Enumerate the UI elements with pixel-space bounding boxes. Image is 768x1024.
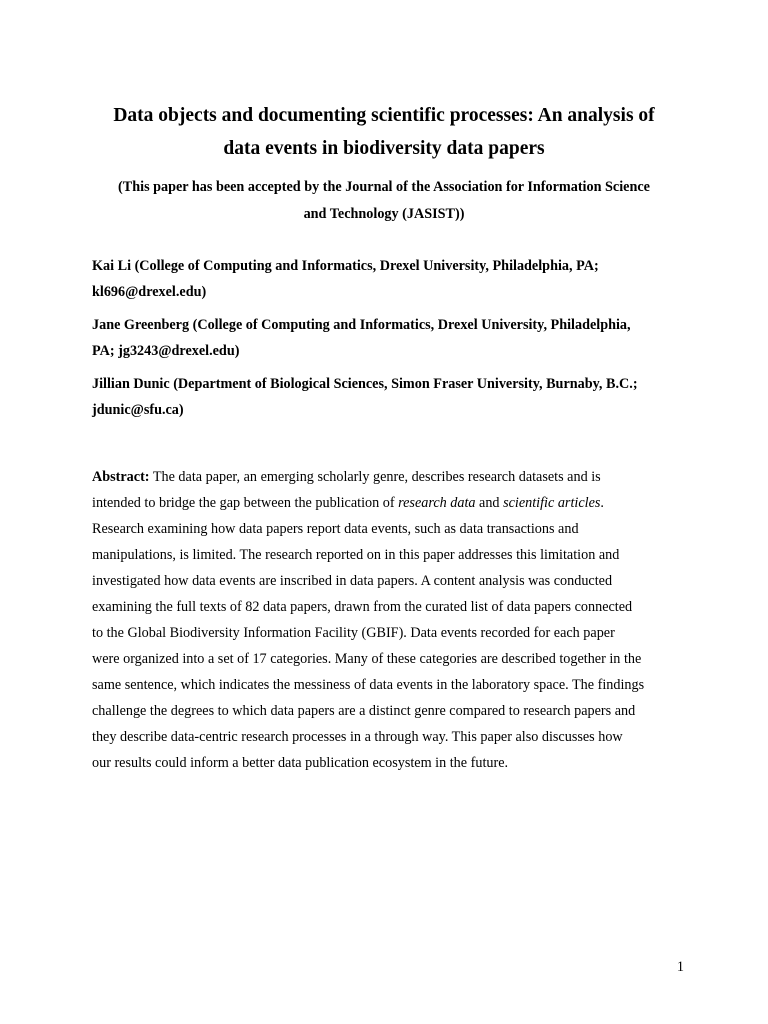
author-line: Jillian Dunic (Department of Biological Sciences, Simon Fraser University, Burnaby, B.C.; (92, 376, 638, 392)
title-line: Data objects and documenting scientific processes: An analysis of (113, 105, 655, 126)
abstract-text: The data paper, an emerging scholarly genre, describes research datasets and is (149, 469, 601, 485)
author-line: Jane Greenberg (College of Computing and Informatics, Drexel University, Philadelphia, (92, 317, 631, 333)
author-line: PA; jg3243@drexel.edu) (92, 343, 240, 359)
abstract-line: manipulations, is limited. The research reported on in this paper addresses this limitation and (92, 547, 620, 563)
abstract-line (92, 490, 690, 516)
abstract-line (92, 464, 690, 490)
abstract-line: they describe data-centric research processes in a through way. This paper also discusses how (92, 729, 623, 745)
abstract-text: and (475, 495, 504, 511)
author-line: jdunic@sfu.ca) (92, 402, 184, 418)
abstract (92, 464, 690, 776)
abstract-label: Abstract: (92, 469, 150, 485)
author-line: Kai Li (College of Computing and Informatics, Drexel University, Philadelphia, PA; (92, 258, 599, 274)
abstract-line: investigated how data events are inscribed in data papers. A content analysis was conducted (92, 573, 613, 589)
abstract-line: examining the full texts of 82 data papers, drawn from the curated list of data papers connected (92, 599, 633, 615)
abstract-line: were organized into a set of 17 categories. Many of these categories are described together in the (92, 651, 642, 667)
abstract-emphasis: scientific articles (503, 495, 601, 511)
note-line: and Technology (JASIST)) (303, 206, 465, 222)
note-line: (This paper has been accepted by the Journal of the Association for Information Science (118, 179, 650, 195)
author-kai-li (92, 253, 692, 305)
title-line: data events in biodiversity data papers (223, 138, 545, 159)
abstract-text: . (600, 495, 604, 511)
acceptance-note (80, 174, 688, 228)
abstract-line: challenge the degrees to which data papers are a distinct genre compared to research papers and (92, 703, 636, 719)
page-number: 1 (676, 959, 684, 975)
abstract-emphasis: research data (398, 495, 476, 511)
abstract-line: Research examining how data papers report data events, such as data transactions and (92, 521, 579, 537)
author-line: kl696@drexel.edu) (92, 284, 207, 300)
author-jillian-dunic (92, 371, 692, 423)
abstract-text: intended to bridge the gap between the publication of (92, 495, 399, 511)
abstract-line: same sentence, which indicates the messiness of data events in the laboratory space. The findings (92, 677, 645, 693)
abstract-line: our results could inform a better data publication ecosystem in the future. (92, 755, 509, 771)
paper-title (70, 99, 698, 165)
abstract-line: to the Global Biodiversity Information Facility (GBIF). Data events recorded for each paper (92, 625, 615, 641)
author-jane-greenberg (92, 312, 692, 364)
